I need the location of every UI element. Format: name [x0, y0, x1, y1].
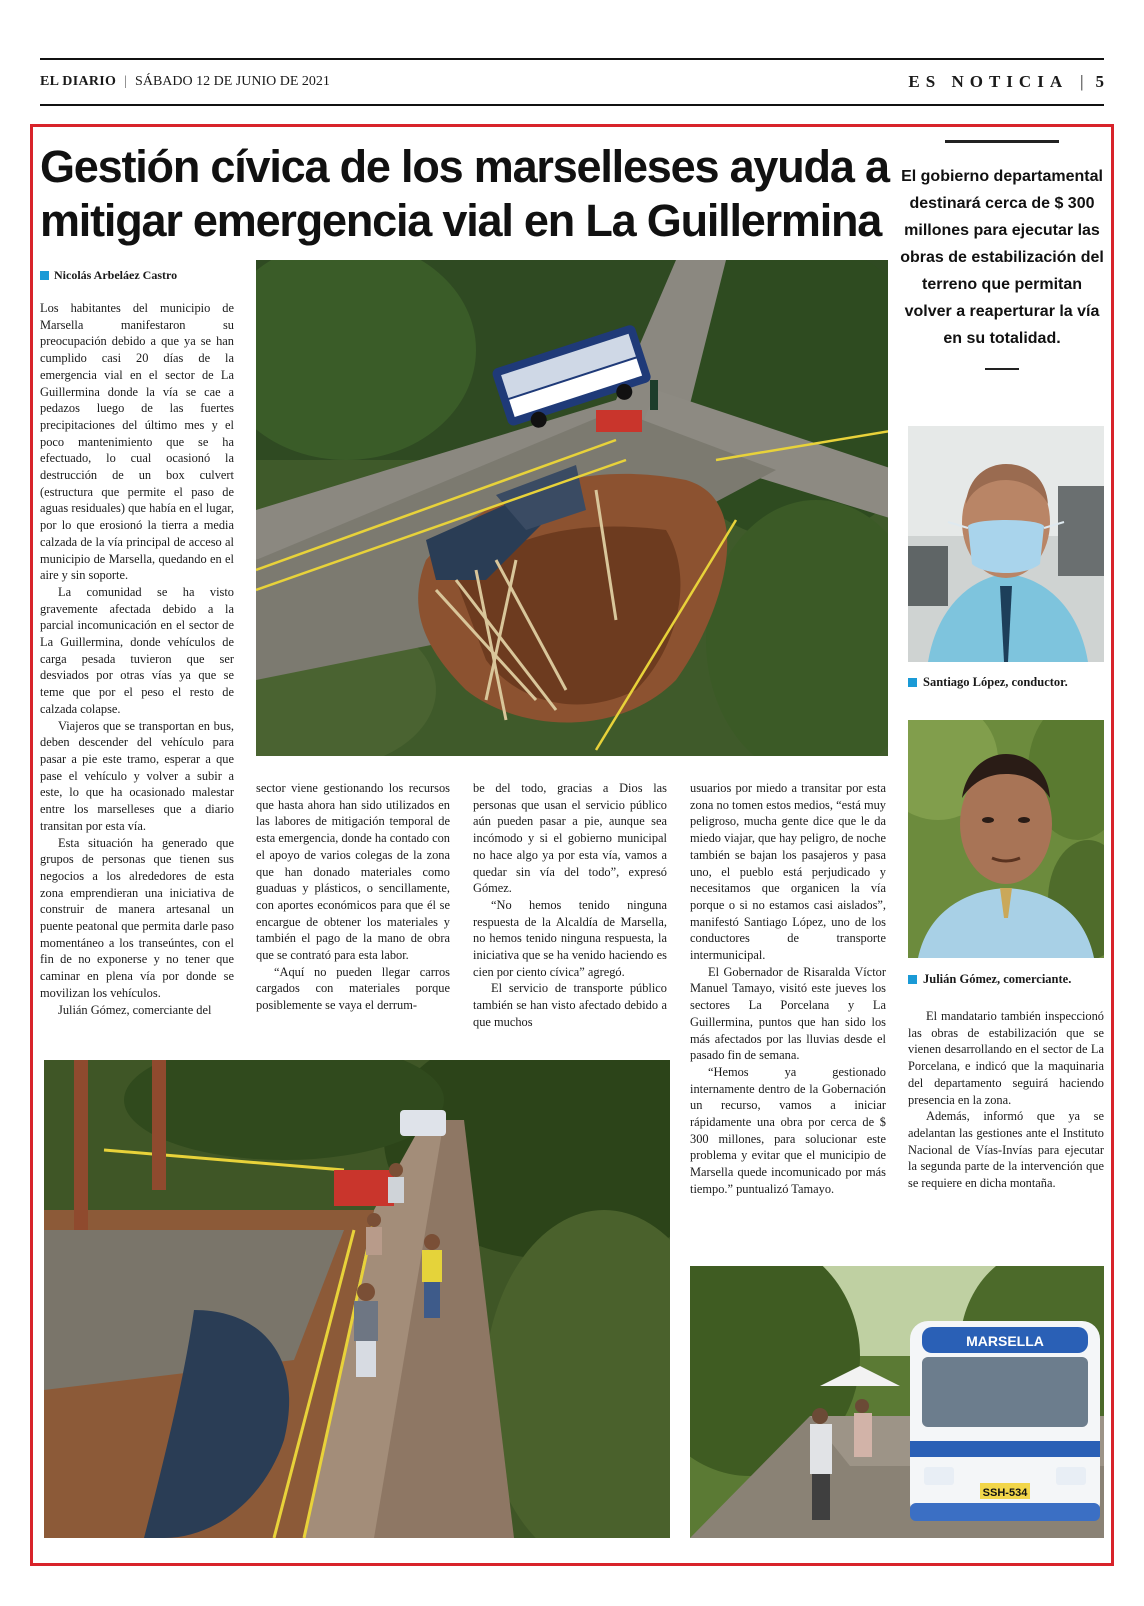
pullquote-bottom-rule — [985, 368, 1019, 370]
article-column-1 — [40, 300, 234, 1018]
paragraph: Esta situación ha generado que grupos de personas que tienen sus negocios a los alrededores de esta zona emprendieran una iniciativa de construir de manera artesanal un puente peatonal que permita darle paso momentáneo a los transeúntes, con el fin de no exponerse y no tener que caminar en plena vía por donde se movilizan los vehículos. — [40, 835, 234, 1000]
bus-banner-text: MARSELLA — [966, 1333, 1044, 1349]
pullquote-top-rule — [945, 140, 1059, 143]
paragraph: “Aquí no pueden llegar carros cargados con materiales porque posiblemente se vaya el derrum- — [256, 964, 450, 1013]
paragraph: Viajeros que se transportan en bus, deben descender del vehículo para pasar a pie este tramo, esperar a que pase el vehículo y volver a subir a este, lo que ha ocasionado malestar entre los marselleses que a diario transitan por esta vía. — [40, 718, 234, 833]
merchant-portrait-illustration — [908, 720, 1104, 958]
pullquote-text: El gobierno departamental destinará cerca de $ 300 millones para ejecutar las obras de estabilización del terreno que permitan volver a reaperturar la vía en su totalidad. — [900, 168, 1104, 347]
byline-square-icon — [40, 271, 49, 280]
paragraph: El mandatario también inspeccionó las obras de estabilización que se vienen desarrollando en el sector de La Porcelana, e indicó que la maquinaria del departamento seguirá haciendo presencia en la zona. — [908, 1009, 1104, 1107]
paragraph: El Gobernador de Risaralda Víctor Manuel Tamayo, visitó este jueves los sectores La Porcelana y La Guillermina, puntos que han sido los más afectados por las lluvias desde el pasado fin de semana. — [690, 964, 886, 1063]
pedestrians-road-photo — [44, 1060, 670, 1538]
paragraph: “Hemos ya gestionado internamente dentro de la Gobernación un recurso, vamos a iniciar rápidamente una obra por cerca de $ 300 millones, para solucionar este problema y evitar que el municipio de Marsella quede incomunicado por más tiempo.” puntualizó Tamayo. — [690, 1064, 886, 1196]
byline — [40, 268, 177, 283]
paragraph: sector viene gestionando los recursos que hasta ahora han sido utilizados en las labores de mitigación temporal de esta emergencia, donde ha contado con el apoyo de varios colegas de la zona que han donado materiales como guaduas y plásticos, o sencillamente, con aportes económicos para que él se encargue de obtener los materiales y también el pago de la mano de obra que se contrató para esta labor. — [256, 781, 450, 963]
pullquote-box — [900, 140, 1104, 370]
caption-text: Julián Gómez, comerciante. — [923, 972, 1072, 986]
header-top-rule — [40, 58, 1104, 60]
caption-square-icon — [908, 975, 917, 984]
paragraph: El servicio de transporte público también se han visto afectado debido a que muchos — [473, 981, 667, 1029]
caption-text: Santiago López, conductor. — [923, 675, 1068, 689]
header-separator-right: | — [1080, 72, 1084, 91]
caption-santiago-lopez — [908, 675, 1068, 690]
paragraph: be del todo, gracias a Dios las personas que usan el servicio público aún pueden pasar a pie, aunque sea incómodo y si el gobierno municipal no hace algo ya por esta vía, vamos a quedar sin vía del todo”, expresó Gómez. — [473, 781, 667, 896]
masthead-right — [908, 72, 1104, 92]
article-column-2 — [256, 780, 450, 1014]
paper-name: EL DIARIO — [40, 74, 117, 89]
header-bottom-rule — [40, 104, 1104, 106]
paragraph: Los habitantes del municipio de Marsella manifestaron su preocupación debido a que ya se han cumplido casi 20 días de la emergencia vial en el sector de La Guillermina donde la vía se cae a pedazos luego de las fuertes precipitaciones del último mes y el poco mantenimiento que se ha efectuado, lo cual ocasionó la destrucción de un box culvert (estructura que permite el paso de aguas residuales) que había en el lugar, por lo que erosionó la tierra a media calzada de la vía principal de acceso al municipio de Marsella, quedando en el aire y sin soporte. — [40, 301, 234, 583]
article-column-3 — [473, 780, 667, 1031]
portrait-julian-gomez — [908, 720, 1104, 958]
paragraph: Julián Gómez, comerciante del — [58, 1002, 212, 1017]
driver-portrait-illustration — [908, 426, 1104, 662]
paragraph: Además, informó que ya se adelantan las gestiones ante el Instituto Nacional de Vías-Invías para ejecutar la segunda parte de la intervención que se requiere en dicha montaña. — [908, 1109, 1104, 1191]
masthead-left — [40, 74, 330, 90]
paragraph: “No hemos tenido ninguna respuesta de la Alcaldía de Marsella, no hemos tenido ninguna respuesta, la iniciativa que se ha venido haciendo es cien por ciento cívica” agregó. — [473, 897, 667, 979]
page-number: 5 — [1095, 72, 1104, 91]
section-name: ES NOTICIA — [908, 72, 1069, 91]
sinkhole-photo-illustration — [256, 260, 888, 756]
caption-julian-gomez — [908, 972, 1071, 987]
article-headline: Gestión cívica de los marselleses ayuda a mitigar emergencia vial en La Guillermina — [40, 141, 889, 246]
bus-photo-illustration — [690, 1266, 1104, 1538]
paragraph: La comunidad se ha visto gravemente afectada debido a la parcial incomunicación en el sector de La Guillermina, donde vehículos de carga pesada tuvieron que ser desviados por otras vías ya que se teme que por el peso el resto de calzada colapse. — [40, 584, 234, 716]
article-column-5 — [908, 1008, 1104, 1192]
author-name: Nicolás Arbeláez Castro — [54, 268, 178, 282]
paragraph: usuarios por miedo a transitar por esta zona no tomen estos medios, “está muy peligroso, mucha gente dice que le da miedo viajar, que hay peligro, de noche también se bajan los pasajeros y pasa uno, el pueblo está perjudicado y necesitamos que organicen la vía porque o si no estamos casi aislados”, manifestó Santiago López, uno de los conductores de transporte intermunicipal. — [690, 781, 886, 963]
header-separator: | — [124, 74, 128, 89]
issue-date: SÁBADO 12 DE JUNIO DE 2021 — [135, 74, 330, 89]
pedestrians-photo-illustration — [44, 1060, 670, 1538]
article-column-4 — [690, 780, 886, 1198]
sinkhole-aerial-photo — [256, 260, 888, 756]
caption-square-icon — [908, 678, 917, 687]
bus-plate-text: SSH-534 — [982, 1487, 1028, 1499]
bus-roadblock-photo — [690, 1266, 1104, 1538]
portrait-santiago-lopez — [908, 426, 1104, 662]
